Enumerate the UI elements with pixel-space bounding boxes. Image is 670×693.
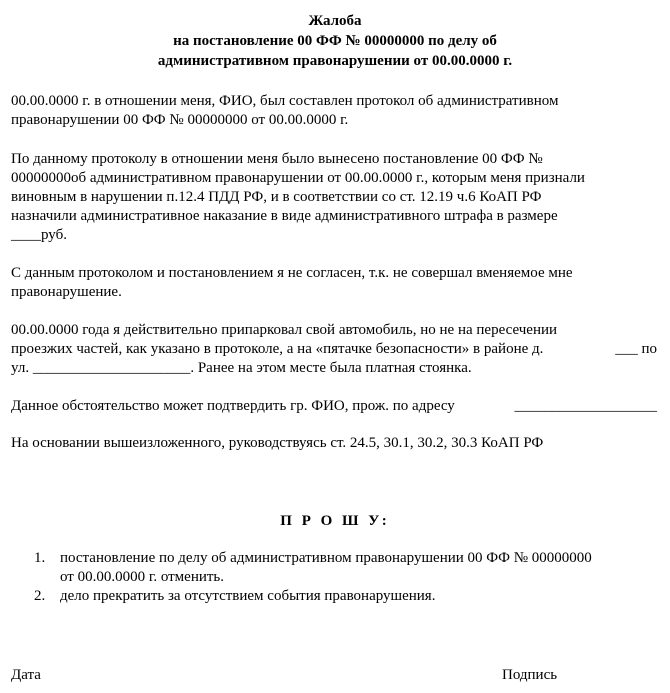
document-subtitle-line-1: на постановление 00 ФФ № 00000000 по делу об: [173, 33, 497, 49]
document-subtitle-line-2: административном правонарушении от 00.00.0000 г.: [157, 53, 513, 69]
paragraph-line: На основании вышеизложенного, руководствуясь ст. 24.5, 30.1, 30.2, 30.3 КоАП РФ: [11, 435, 544, 451]
list-item-number: 2.: [34, 588, 46, 604]
paragraph-witness: [11, 397, 659, 416]
date-label: Дата: [11, 667, 41, 683]
paragraph-line: ____руб.: [11, 227, 67, 243]
paragraph-line: 00.00.0000 г. в отношении меня, ФИО, был составлен протокол об административном: [11, 93, 559, 109]
list-item: [34, 587, 592, 606]
address-blank: ___________________: [514, 398, 657, 414]
paragraph-line: 00.00.0000 года я действительно припарковал свой автомобиль, но не на пересечении: [11, 322, 558, 338]
signature-label: Подпись: [502, 667, 558, 683]
list-item-text: постановление по делу об административном правонарушении 00 ФФ № 00000000: [60, 550, 592, 566]
paragraph-line: правонарушение.: [11, 284, 122, 300]
request-list: [34, 549, 592, 606]
paragraph-line: 00000000об административном правонарушении от 00.00.0000 г., которым меня признали: [11, 170, 585, 186]
house-number-blank: ___ по: [615, 341, 657, 357]
paragraph-line: правонарушении 00 ФФ № 00000000 от 00.00.0000 г.: [11, 112, 349, 128]
list-item-number: 1.: [34, 550, 46, 566]
paragraph-line: Данное обстоятельство может подтвердить гр. ФИО, прож. по адресу: [11, 398, 455, 414]
paragraph-parking: [11, 321, 659, 378]
list-item-text: от 00.00.0000 г. отменить.: [60, 569, 225, 585]
paragraph-line: ул. _____________________. Ранее на этом месте была платная стоянка.: [11, 360, 472, 376]
request-heading: П Р О Ш У:: [280, 513, 390, 529]
paragraph-protocol: [11, 92, 659, 130]
paragraph-disagreement: [11, 264, 659, 302]
paragraph-line: виновным в нарушении п.12.4 ПДД РФ, и в соответствии со ст. 12.19 ч.6 КоАП РФ: [11, 189, 542, 205]
list-item: [34, 549, 592, 587]
paragraph-line-justified: [11, 340, 657, 359]
document-title: Жалоба: [308, 13, 362, 29]
paragraph-line: проезжих частей, как указано в протоколе, а на «пятачке безопасности» в районе д.: [11, 341, 544, 357]
paragraph-resolution: [11, 150, 659, 245]
paragraph-legal-basis: [11, 434, 659, 453]
paragraph-line: С данным протоколом и постановлением я не согласен, т.к. не совершал вменяемое мне: [11, 265, 573, 281]
list-item-text: дело прекратить за отсутствием события правонарушения.: [60, 588, 436, 604]
paragraph-line-justified: [11, 397, 657, 416]
paragraph-line: По данному протоколу в отношении меня было вынесено постановление 00 ФФ №: [11, 151, 543, 167]
paragraph-line: назначили административное наказание в виде административного штрафа в размере: [11, 208, 558, 224]
